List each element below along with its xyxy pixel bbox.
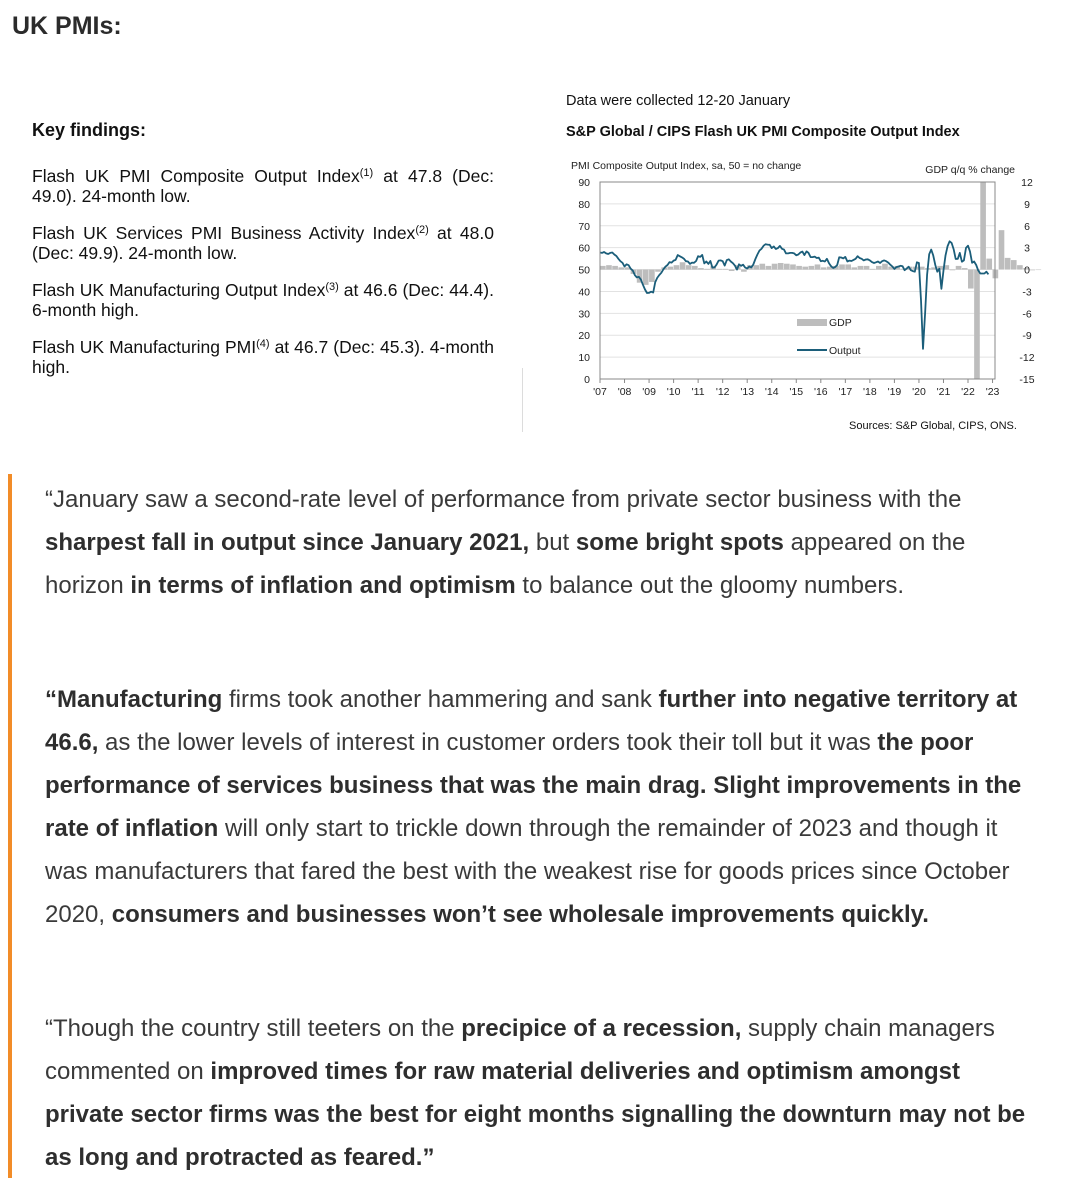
finding-composite: Flash UK PMI Composite Output Index$^{(1)}$ at 47.8 (Dec: 49.0). 24-month low. <box>32 166 494 206</box>
gdp-bar <box>962 268 968 269</box>
gdp-bar <box>839 264 845 269</box>
quote-run: some bright spots <box>575 529 784 556</box>
page-title: UK PMIs: <box>12 12 122 40</box>
x-tick-label: '07 <box>593 386 607 398</box>
quote-run: consumers and businesses won’t see wholesale improvements quickly. <box>111 901 929 928</box>
gdp-bar <box>680 262 686 269</box>
left-tick-label: 70 <box>578 220 590 233</box>
gdp-bar <box>753 265 759 269</box>
left-tick-label: 50 <box>578 264 590 277</box>
quote-run: “Manufacturing <box>45 686 223 713</box>
legend-output-label: Output <box>829 345 861 357</box>
quote-run: as the lower levels of interest in customer orders took their toll but it was <box>98 729 878 756</box>
gdp-bar <box>845 264 851 269</box>
gdp-bar <box>821 267 827 269</box>
x-tick-label: '10 <box>666 386 681 398</box>
x-tick-label: '21 <box>936 386 951 398</box>
gdp-bar <box>1011 260 1017 269</box>
gdp-bar <box>612 266 618 270</box>
quote-paragraph-1 <box>45 478 1045 607</box>
gdp-bar <box>974 270 980 379</box>
gdp-bar <box>968 270 974 289</box>
gdp-bar <box>729 270 735 271</box>
quote-run: “January saw a second-rate level of performance from private sector business with the <box>45 486 962 513</box>
gdp-bar <box>980 182 986 270</box>
gdp-bar <box>1017 265 1023 269</box>
quote-paragraph-2 <box>45 678 1045 936</box>
gdp-bar <box>858 266 864 270</box>
left-tick-label: 30 <box>578 308 590 321</box>
left-tick-label: 60 <box>578 242 590 255</box>
gdp-bar <box>986 259 992 270</box>
quote-run: to balance out the gloomy numbers. <box>515 572 904 599</box>
gdp-bar <box>674 265 680 269</box>
quote-run: “Though the country still teeters on the <box>45 1015 462 1042</box>
quote-run: the poor performance of services business that was the main drag. Slight improvements in the rate of inflation <box>45 729 1022 842</box>
gdp-bar <box>870 269 876 270</box>
x-tick-label: '20 <box>912 386 926 398</box>
x-tick-label: '17 <box>838 386 853 398</box>
key-findings-title: Key findings: <box>32 120 147 140</box>
quote-run: further into negative territory at 46.6, <box>45 686 1018 756</box>
right-tick-label: -9 <box>1022 330 1032 343</box>
quote-run: but <box>529 529 576 556</box>
quote-run: supply chain managers commented on <box>45 1015 995 1085</box>
x-tick-label: '14 <box>764 386 779 398</box>
left-tick-label: 10 <box>578 352 590 365</box>
gdp-bar <box>784 264 790 270</box>
pmi-chart <box>545 152 1045 407</box>
quote-run: firms took another hammering and sank <box>222 686 659 713</box>
output-series-line <box>600 241 988 348</box>
divider <box>522 368 523 432</box>
gdp-bar <box>717 269 723 270</box>
gdp-bar <box>882 264 888 270</box>
quote-run: appeared on the horizon <box>45 529 966 599</box>
right-tick-label: -6 <box>1022 308 1032 321</box>
gdp-bar <box>649 270 655 282</box>
right-tick-label: -3 <box>1022 286 1032 299</box>
left-axis-label: PMI Composite Output Index, sa, 50 = no change <box>571 160 802 172</box>
x-tick-label: '16 <box>813 386 828 398</box>
left-tick-label: 0 <box>584 374 590 386</box>
right-tick-label: 0 <box>1024 264 1030 277</box>
quote-accent-bar <box>8 474 12 1178</box>
gdp-bar <box>655 270 661 272</box>
gdp-bar <box>876 266 882 270</box>
chart-source: Sources: S&P Global, CIPS, ONS. <box>849 420 1017 432</box>
gdp-bar <box>809 266 815 270</box>
quote-run: will only start to trickle down through the remainder of 2023 and though it was manufacturers that fared the best with the weakest rise for goods prices since October 2020, <box>45 815 1010 928</box>
gdp-bar <box>956 266 962 270</box>
right-tick-label: -12 <box>1019 352 1035 365</box>
gdp-bar <box>790 264 796 269</box>
quote-run: sharpest fall in output since January 2021, <box>45 529 530 556</box>
gdp-bar <box>815 264 821 269</box>
chart-title: S&P Global / CIPS Flash UK PMI Composite Output Index <box>566 124 960 140</box>
gdp-bar <box>802 267 808 270</box>
left-tick-label: 90 <box>578 177 590 189</box>
x-tick-label: '11 <box>691 386 705 398</box>
finding-manufacturing-output: Flash UK Manufacturing Output Index$^{(3)}$ at 46.6 (Dec: 44.4). 6-month high. <box>32 280 494 320</box>
quote-paragraph-3 <box>45 1007 1045 1179</box>
quote-run: improved times for raw material deliveries and optimism amongst private sector firms was the best for eight months signalling the downturn may not be as long and protracted as feared.” <box>45 1058 1026 1171</box>
gdp-bar <box>692 266 698 270</box>
gdp-bar <box>643 270 649 285</box>
gdp-bar <box>1005 258 1011 270</box>
gdp-bar <box>796 266 802 270</box>
gdp-bar <box>741 270 747 272</box>
gdp-bar <box>698 268 704 269</box>
gdp-bar <box>618 267 624 269</box>
gdp-bar <box>1029 270 1035 271</box>
left-tick-label: 40 <box>578 286 590 299</box>
gdp-bar <box>704 269 710 270</box>
finding-services: Flash UK Services PMI Business Activity Index$^{(2)}$ at 48.0 (Dec: 49.9). 24-month low. <box>32 223 494 263</box>
gdp-bar <box>778 263 784 270</box>
legend-gdp-label: GDP <box>829 317 852 329</box>
x-tick-label: '12 <box>715 386 730 398</box>
gdp-bar <box>600 266 606 270</box>
x-tick-label: '08 <box>617 386 632 398</box>
gdp-bar <box>851 267 857 269</box>
chart-note: Data were collected 12-20 January <box>566 93 791 109</box>
legend-gdp-swatch <box>797 319 827 326</box>
left-tick-label: 80 <box>578 198 590 211</box>
x-tick-label: '09 <box>642 386 656 398</box>
right-tick-label: 3 <box>1024 242 1030 255</box>
gdp-bar <box>667 267 673 270</box>
x-tick-label: '15 <box>789 386 804 398</box>
x-tick-label: '23 <box>985 386 1000 398</box>
gdp-bar <box>950 270 956 271</box>
gdp-bar <box>999 230 1005 269</box>
gdp-bar <box>864 266 870 270</box>
gdp-bar <box>772 264 778 270</box>
right-tick-label: 9 <box>1024 198 1030 211</box>
gdp-bar <box>759 264 765 270</box>
gdp-bar <box>606 265 612 269</box>
gdp-bar <box>1035 270 1041 271</box>
x-tick-label: '22 <box>961 386 975 398</box>
quote-run: precipice of a recession, <box>461 1015 742 1042</box>
left-tick-label: 20 <box>578 330 590 343</box>
x-tick-label: '18 <box>863 386 877 398</box>
finding-manufacturing-pmi: Flash UK Manufacturing PMI$^{(4)}$ at 46.7 (Dec: 45.3). 4-month high. <box>32 337 494 377</box>
right-tick-label: 12 <box>1021 177 1033 189</box>
gdp-bar <box>723 269 729 270</box>
right-tick-label: -15 <box>1019 374 1035 386</box>
x-tick-label: '13 <box>740 386 755 398</box>
x-tick-label: '19 <box>887 386 902 398</box>
right-axis-label: GDP q/q % change <box>925 164 1015 176</box>
quote-run: in terms of inflation and optimism <box>130 572 516 599</box>
gdp-bar <box>766 266 772 270</box>
right-tick-label: 6 <box>1024 220 1030 233</box>
gdp-bar <box>686 265 692 269</box>
